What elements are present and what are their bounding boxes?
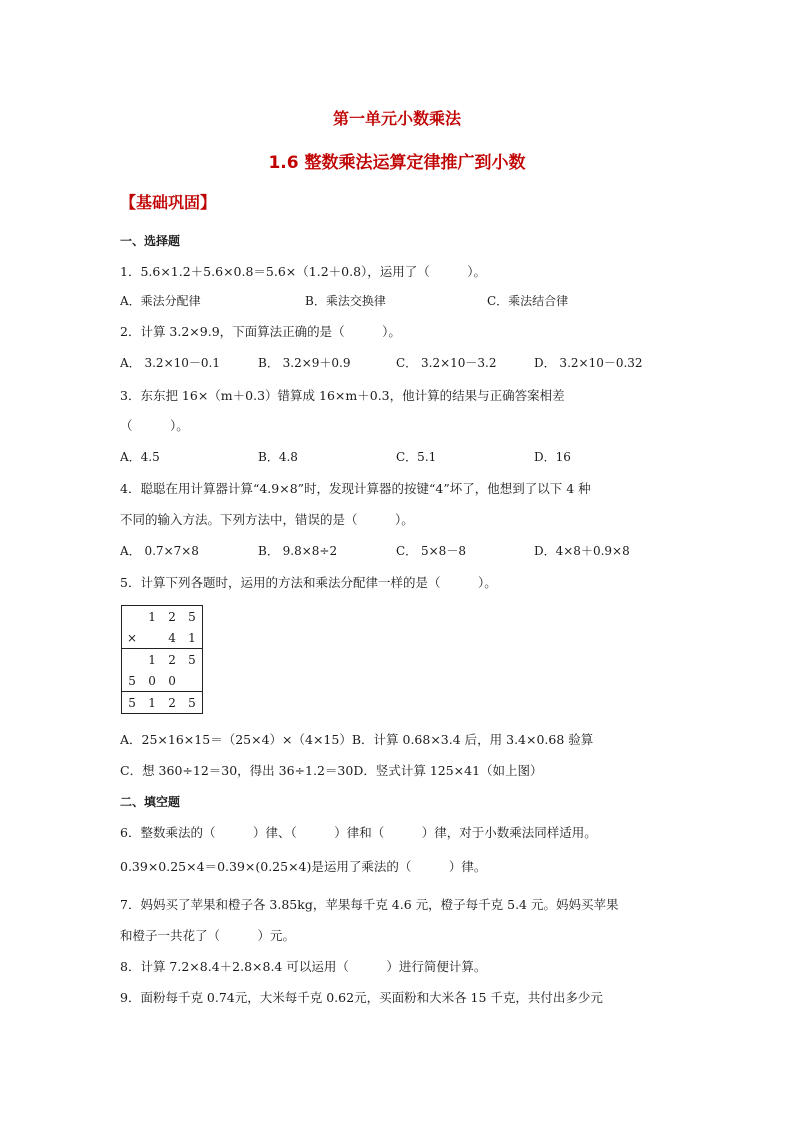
question-8-text: 8．计算 7.2×8.4＋2.8×8.4 可以运用（ ）进行简便计算。 bbox=[120, 959, 487, 974]
question-7-text-line1: 7．妈妈买了苹果和橙子各 3.85kg，苹果每千克 4.6 元，橙子每千克 5.4 元。妈妈买苹果 bbox=[120, 897, 619, 912]
question-2-option-b: B． 3.2×9＋0.9 bbox=[258, 356, 351, 370]
table-row bbox=[122, 649, 203, 671]
question-3-option-c: C．5.1 bbox=[396, 450, 437, 464]
lesson-subtitle: 1.6 整数乘法运算定律推广到小数 bbox=[268, 153, 526, 173]
part2-heading: 二、填空题 bbox=[120, 795, 181, 809]
table-cell: 5 bbox=[188, 609, 196, 624]
question-2-option-c: C． 3.2×10－3.2 bbox=[396, 356, 497, 370]
table-row bbox=[122, 606, 203, 628]
question-6-text-line1: 6．整数乘法的（ ）律、（ ）律和（ ）律，对于小数乘法同样适用。 bbox=[120, 825, 597, 840]
table-row bbox=[122, 692, 203, 714]
question-2-text: 2．计算 3.2×9.9，下面算法正确的是（ ）。 bbox=[120, 324, 401, 339]
table-cell: 5 bbox=[182, 649, 203, 671]
question-3-option-b: B．4.8 bbox=[258, 450, 298, 464]
table-cell: 5 bbox=[122, 692, 143, 714]
table-cell bbox=[142, 627, 162, 649]
table-cell: 2 bbox=[162, 649, 182, 671]
table-row bbox=[122, 627, 203, 649]
question-1-text: 1．5.6×1.2＋5.6×0.8＝5.6×（1.2＋0.8），运用了（ ）。 bbox=[120, 264, 487, 279]
table-cell: 0 bbox=[148, 673, 156, 688]
table-cell bbox=[122, 606, 143, 628]
table-cell bbox=[182, 670, 203, 692]
question-6-text-line2: 0.39×0.25×4＝0.39×(0.25×4)是运用了乘法的（ ）律。 bbox=[120, 859, 487, 874]
table-cell: 2 bbox=[162, 692, 182, 714]
question-3-text-line2: （ ）。 bbox=[120, 418, 189, 433]
question-2-option-a: A． 3.2×10－0.1 bbox=[120, 356, 220, 370]
question-5-options-line1: A．25×16×15＝（25×4）×（4×15）B．计算 0.68×3.4 后，用 3.4×0.68 验算 bbox=[120, 732, 594, 747]
table-cell: 4 bbox=[168, 630, 176, 645]
question-2-option-d: D． 3.2×10－0.32 bbox=[534, 356, 643, 370]
section-tag: 【基础巩固】 bbox=[120, 193, 217, 212]
vertical-multiplication-table bbox=[121, 605, 203, 714]
table-cell: 1 bbox=[148, 609, 156, 624]
question-9-text: 9．面粉每千克 0.74元，大米每千克 0.62元，买面粉和大米各 15 千克，共付出多少元 bbox=[120, 990, 603, 1005]
table-row bbox=[122, 670, 203, 692]
question-4-option-a: A． 0.7×7×8 bbox=[120, 544, 199, 558]
question-3-option-a: A．4.5 bbox=[120, 450, 160, 464]
table-cell: 1 bbox=[188, 630, 196, 645]
table-cell bbox=[122, 649, 143, 671]
question-1-option-b: B．乘法交换律 bbox=[305, 294, 386, 308]
question-4-option-b: B． 9.8×8÷2 bbox=[258, 544, 338, 558]
question-1-option-c: C．乘法结合律 bbox=[487, 294, 569, 308]
question-4-text-line1: 4．聪聪在用计算器计算“4.9×8”时，发现计算器的按键“4”坏了，他想到了以下 4 种 bbox=[120, 481, 591, 496]
table-cell: 2 bbox=[168, 609, 176, 624]
table-cell: 0 bbox=[168, 673, 176, 688]
part1-heading: 一、选择题 bbox=[120, 234, 181, 248]
table-cell: 1 bbox=[142, 692, 162, 714]
question-5-options-line2: C．想 360÷12＝30，得出 36÷1.2＝30D．竖式计算 125×41（如上图） bbox=[120, 763, 543, 778]
question-3-text-line1: 3．东东把 16×（m＋0.3）错算成 16×m＋0.3，他计算的结果与正确答案相差 bbox=[120, 388, 565, 403]
question-7-text-line2: 和橙子一共花了（ ）元。 bbox=[120, 928, 296, 943]
table-cell: 5 bbox=[128, 673, 136, 688]
table-cell: 1 bbox=[142, 649, 162, 671]
table-cell: 5 bbox=[182, 692, 203, 714]
question-5-text: 5．计算下列各题时，运用的方法和乘法分配律一样的是（ ）。 bbox=[120, 575, 497, 590]
question-4-text-line2: 不同的输入方法。下列方法中，错误的是（ ）。 bbox=[120, 512, 414, 527]
question-3-option-d: D．16 bbox=[534, 450, 571, 464]
table-cell: × bbox=[127, 630, 138, 645]
question-1-option-a: A．乘法分配律 bbox=[120, 294, 201, 308]
question-4-option-c: C． 5×8－8 bbox=[396, 544, 466, 558]
question-4-option-d: D．4×8＋0.9×8 bbox=[534, 544, 630, 558]
page-title: 第一单元小数乘法 bbox=[332, 109, 461, 128]
